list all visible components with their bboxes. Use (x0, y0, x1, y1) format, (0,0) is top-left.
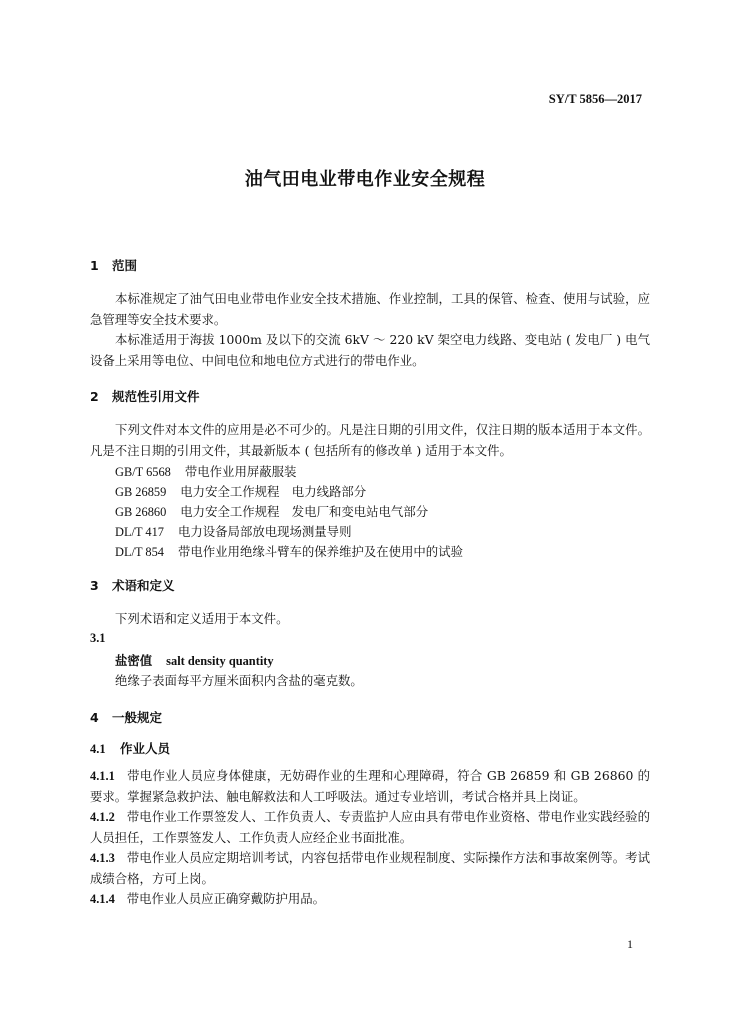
page-number: 1 (627, 937, 633, 951)
reference-code: DL/T 854 (115, 545, 164, 559)
term-number: 3.1 (90, 631, 106, 645)
clause (90, 889, 650, 910)
section-heading-3 (90, 576, 175, 594)
section-title: 术语和定义 (112, 578, 175, 593)
clause-number: 4.1.1 (90, 769, 115, 783)
section-heading-1 (90, 256, 137, 274)
scope-paragraph-1: 本标准规定了油气田电业带电作业安全技术措施、作业控制，工具的保管、检查、使用与试验，应急管理等安全技术要求。 (90, 291, 650, 327)
section-title: 范围 (112, 258, 138, 273)
clause-number: 4.1.4 (90, 892, 115, 906)
subsection-number: 4.1 (90, 742, 106, 756)
reference-title: 带电作业用屏蔽服装 (184, 464, 297, 479)
scope-paragraph-2: 本标准适用于海拔 1000m 及以下的交流 6kV ～ 220 kV 架空电力线路、变电站 ( 发电厂 ) 电气设备上采用等电位、中间电位和地电位方式进行的带电作业。 (90, 332, 650, 368)
section-number: 1 (90, 258, 99, 273)
subsection-heading (90, 739, 170, 757)
clause-text: 带电作业人员应正确穿戴防护用品。 (126, 891, 326, 906)
clause-number: 4.1.3 (90, 851, 115, 865)
reference-item (115, 482, 366, 500)
section-heading-2 (90, 387, 200, 405)
section-number: 4 (90, 710, 99, 725)
reference-title: 带电作业用绝缘斗臂车的保养维护及在使用中的试验 (178, 544, 463, 559)
clause-text: 带电作业工作票签发人、工作负责人、专责监护人应由具有带电作业资格、带电作业实践经验的人员担任，工作票签发人、工作负责人应经企业书面批准。 (90, 809, 650, 845)
clause-number: 4.1.2 (90, 810, 115, 824)
reference-code: DL/T 417 (115, 525, 164, 539)
clause (90, 766, 650, 807)
reference-item (115, 522, 351, 540)
clause-text: 带电作业人员应身体健康，无妨碍作业的生理和心理障碍，符合 GB 26859 和 GB 26860 的要求。掌握紧急救护法、触电解救法和人工呼吸法。通过专业培训，考试合格并具上岗证。 (90, 768, 650, 804)
section-title: 一般规定 (112, 710, 163, 725)
subsection-title: 作业人员 (120, 741, 171, 756)
reference-item (115, 502, 428, 520)
reference-code: GB 26860 (115, 505, 167, 519)
reference-item (115, 542, 463, 560)
term-english: salt density quantity (166, 654, 274, 668)
reference-title: 电力安全工作规程 发电厂和变电站电气部分 (180, 504, 429, 519)
clause (90, 848, 650, 889)
clause-text: 带电作业人员应定期培训考试，内容包括带电作业规程制度、实际操作方法和事故案例等。考试成绩合格，方可上岗。 (90, 850, 650, 886)
document-title: 油气田电业带电作业安全规程 (244, 169, 486, 190)
reference-code: GB/T 6568 (115, 465, 171, 479)
clause (90, 807, 650, 848)
section-number: 3 (90, 578, 99, 593)
normative-paragraph: 下列文件对本文件的应用是必不可少的。凡是注日期的引用文件，仅注日期的版本适用于本文件。凡是不注日期的引用文件，其最新版本 ( 包括所有的修改单 ) 适用于本文件。 (90, 422, 650, 458)
reference-title: 电力设备局部放电现场测量导则 (178, 524, 352, 539)
terms-paragraph: 下列术语和定义适用于本文件。 (115, 611, 289, 626)
section-heading-4 (90, 708, 162, 726)
section-title: 规范性引用文件 (112, 389, 200, 404)
document-code: SY/T 5856—2017 (548, 92, 642, 106)
reference-item (115, 462, 296, 480)
reference-title: 电力安全工作规程 电力线路部分 (180, 484, 367, 499)
term-definition: 绝缘子表面每平方厘米面积内含盐的毫克数。 (115, 673, 363, 688)
term-chinese: 盐密值 (115, 653, 153, 668)
term-name (115, 651, 274, 669)
reference-code: GB 26859 (115, 485, 167, 499)
section-number: 2 (90, 389, 99, 404)
